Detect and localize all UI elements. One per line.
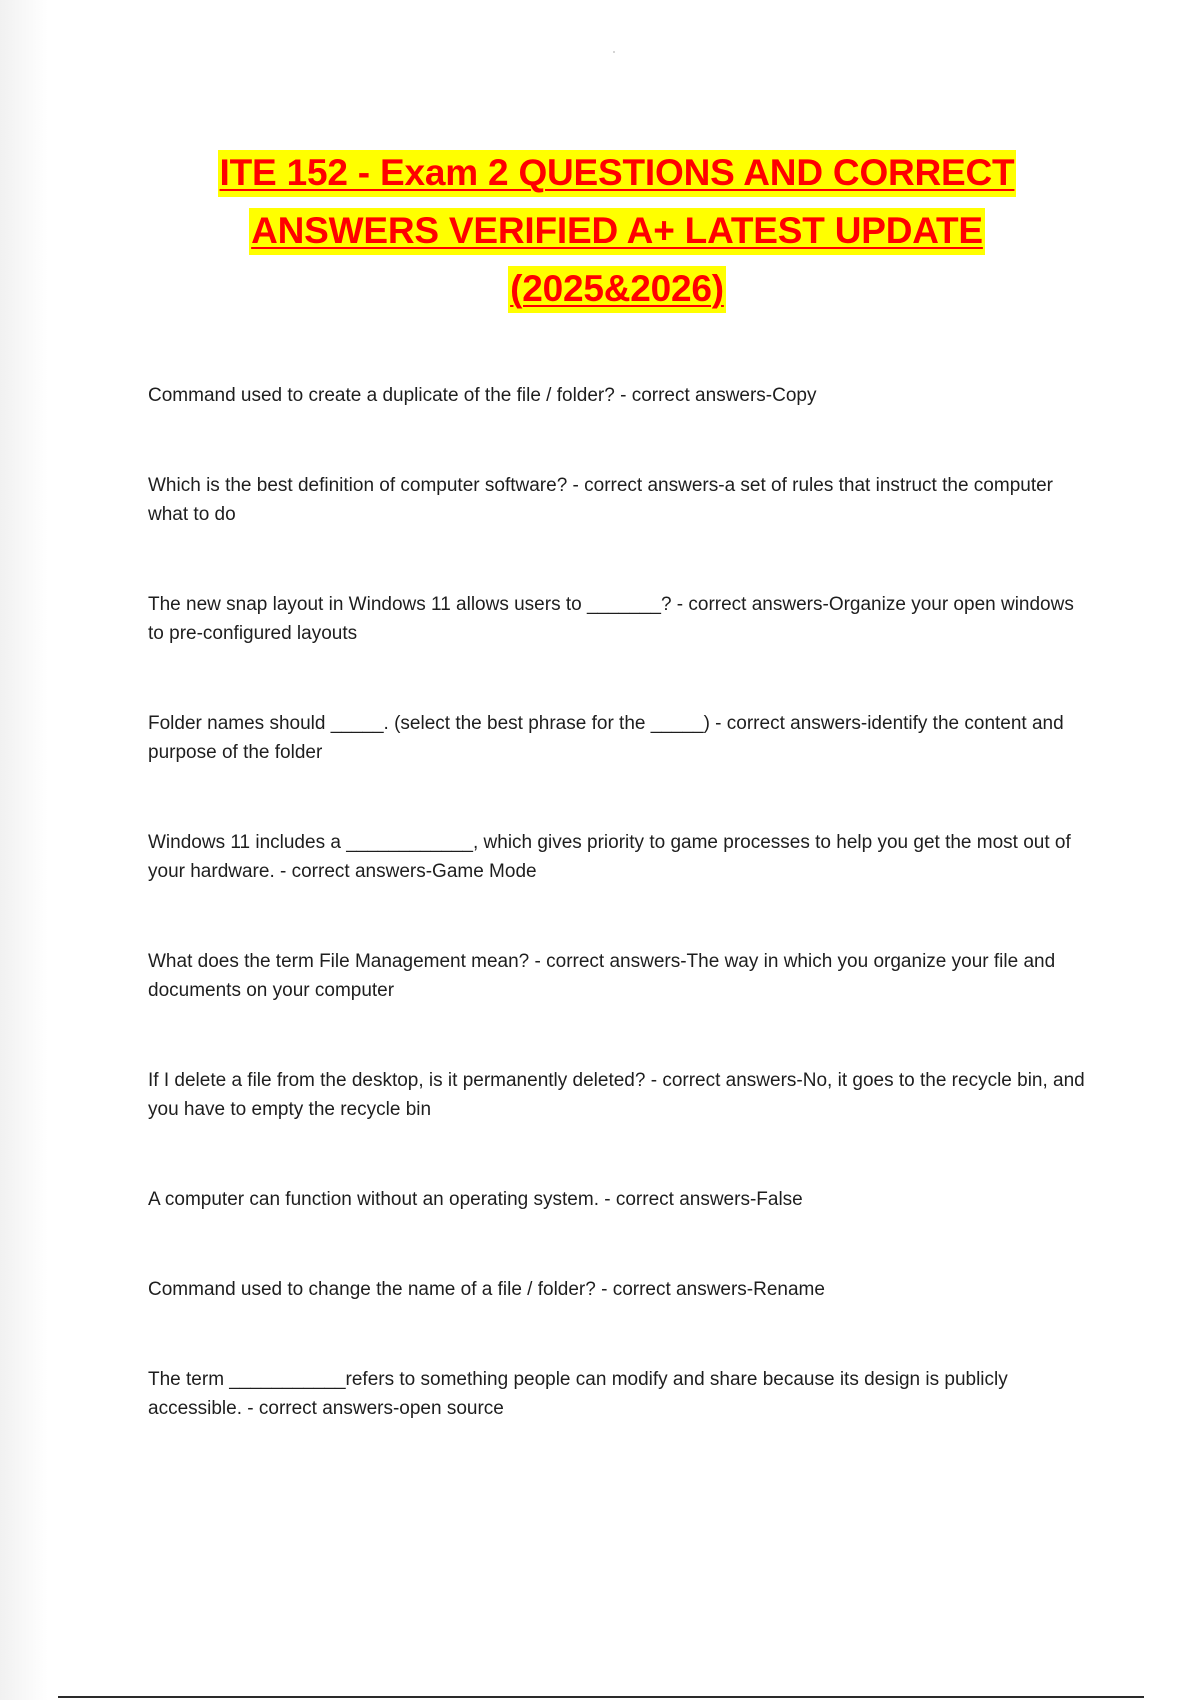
scan-speck bbox=[613, 51, 615, 53]
qa-item: Command used to create a duplicate of the file / folder? - correct answers-Copy bbox=[148, 385, 817, 406]
qa-item: The new snap layout in Windows 11 allows users to _______? - correct answers-Organize your open windows to pre-configured layouts bbox=[148, 594, 1080, 644]
title-line-2: ANSWERS VERIFIED A+ LATEST UPDATE bbox=[249, 208, 985, 255]
qa-item: Which is the best definition of computer software? - correct answers-a set of rules that instruct the computer what to do bbox=[148, 475, 1059, 525]
document-title bbox=[150, 150, 1084, 324]
qa-item: Windows 11 includes a ____________, which gives priority to game processes to help you get the most out of your hardware. - correct answers-Game Mode bbox=[148, 832, 1077, 882]
title-line-1: ITE 152 - Exam 2 QUESTIONS AND CORRECT bbox=[218, 150, 1017, 197]
qa-item: A computer can function without an operating system. - correct answers-False bbox=[148, 1189, 803, 1210]
title-line-3: (2025&2026) bbox=[508, 266, 726, 313]
page-edge-shadow bbox=[0, 0, 48, 1700]
qa-item: Command used to change the name of a file / folder? - correct answers-Rename bbox=[148, 1279, 825, 1300]
footer-rule bbox=[58, 1696, 1144, 1698]
qa-item: What does the term File Management mean? - correct answers-The way in which you organize your file and documents on your computer bbox=[148, 951, 1061, 1001]
qa-list bbox=[148, 381, 1091, 1423]
qa-item: Folder names should _____. (select the best phrase for the _____) - correct answers-identify the content and purpose of the folder bbox=[148, 713, 1069, 763]
qa-item: The term ___________refers to something people can modify and share because its design is publicly accessible. - correct answers-open source bbox=[148, 1369, 1014, 1419]
qa-item: If I delete a file from the desktop, is it permanently deleted? - correct answers-No, it goes to the recycle bin, and you have to empty the recycle bin bbox=[148, 1070, 1091, 1120]
